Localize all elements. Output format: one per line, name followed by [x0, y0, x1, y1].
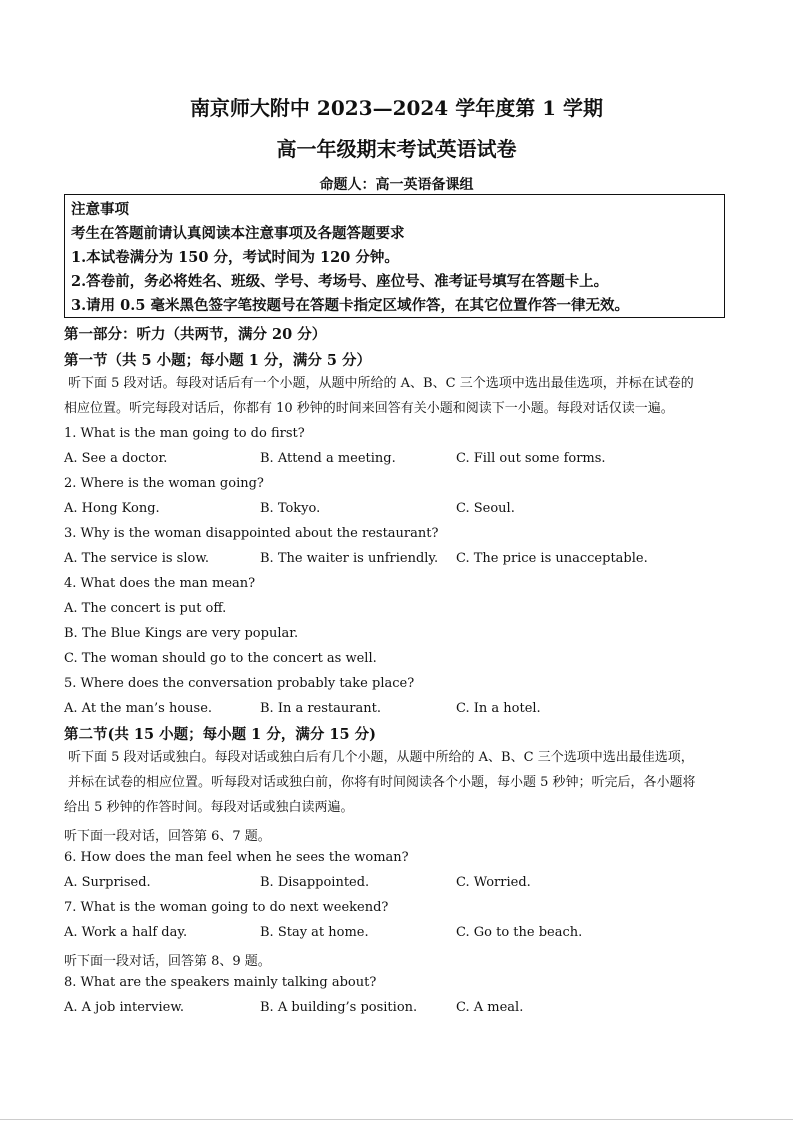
option-a: A. Hong Kong. [64, 501, 160, 516]
instruction-line: 给出 5 秒钟的作答时间。每段对话或独白读两遍。 [64, 800, 354, 815]
option-b: B. The Blue Kings are very popular. [64, 626, 299, 641]
question-stem: 6. How does the man feel when he sees the woman? [64, 850, 409, 865]
question-stem: 5. Where does the conversation probably take place? [64, 676, 415, 691]
instruction-line: 听下面 5 段对话或独白。每段对话或独白后有几个小题，从题中所给的 A、B、C 三个选项中选出最佳选项， [68, 750, 694, 765]
instruction-line: 并标在试卷的相应位置。听每段对话或独白前，你将有时间阅读各个小题，每小题 5 秒钟；听完后，各小题将 [68, 775, 696, 790]
option-a: A. See a doctor. [64, 451, 168, 466]
notice-item: 2.答卷前，务必将姓名、班级、学号、考场号、座位号、准考证号填写在答题卡上。 [71, 273, 609, 290]
option-a: A. Surprised. [64, 875, 151, 890]
question-stem: 7. What is the woman going to do next weekend? [64, 900, 389, 915]
option-b: B. The waiter is unfriendly. [260, 551, 439, 566]
option-a: A. The service is slow. [64, 551, 210, 566]
option-a: A. The concert is put off. [64, 601, 227, 616]
notice-box [64, 194, 725, 318]
question-stem: 2. Where is the woman going? [64, 476, 264, 491]
option-b: B. Tokyo. [260, 501, 321, 516]
section2-heading: 第二节(共 15 小题；每小题 1 分，满分 15 分) [64, 726, 376, 743]
section2-instructions [64, 745, 734, 820]
option-c: C. A meal. [456, 1000, 524, 1015]
option-b: B. A building’s position. [260, 1000, 418, 1015]
option-a: A. At the man’s house. [64, 701, 213, 716]
listening-prompt: 听下面一段对话，回答第 6、7 题。 [64, 829, 271, 844]
option-a: A. A job interview. [64, 1000, 185, 1015]
question-stem: 1. What is the man going to do first? [64, 426, 305, 441]
option-b: B. Disappointed. [260, 875, 370, 890]
part1-heading: 第一部分：听力（共两节，满分 20 分） [64, 326, 327, 343]
exam-author: 命题人：高一英语备课组 [319, 177, 474, 193]
instruction-line: 相应位置。听完每段对话后，你都有 10 秒钟的时间来回答有关小题和阅读下一小题。每段对话仅读一遍。 [64, 401, 674, 416]
option-c: C. The price is unacceptable. [456, 551, 648, 566]
section1-heading: 第一节（共 5 小题；每小题 1 分，满分 5 分） [64, 352, 372, 369]
exam-title-school: 南京师大附中 2023—2024 学年度第 1 学期 [189, 96, 604, 120]
notice-item: 3.请用 0.5 毫米黑色签字笔按题号在答题卡指定区域作答，在其它位置作答一律无效。 [71, 297, 629, 314]
option-b: B. Attend a meeting. [260, 451, 396, 466]
page-bottom-rule [0, 1119, 793, 1120]
option-c: C. Go to the beach. [456, 925, 583, 940]
option-c: C. In a hotel. [456, 701, 541, 716]
option-c: C. The woman should go to the concert as well. [64, 651, 377, 666]
option-c: C. Worried. [456, 875, 531, 890]
listening-prompt: 听下面一段对话，回答第 8、9 题。 [64, 954, 271, 969]
option-b: B. Stay at home. [260, 925, 369, 940]
question-stem: 4. What does the man mean? [64, 576, 256, 591]
option-c: C. Fill out some forms. [456, 451, 606, 466]
option-b: B. In a restaurant. [260, 701, 381, 716]
question-stem: 3. Why is the woman disappointed about the restaurant? [64, 526, 439, 541]
section1-instructions [64, 371, 734, 421]
option-c: C. Seoul. [456, 501, 515, 516]
instruction-line: 听下面 5 段对话。每段对话后有一个小题，从题中所给的 A、B、C 三个选项中选出最佳选项，并标在试卷的 [68, 376, 694, 391]
option-a: A. Work a half day. [64, 925, 188, 940]
question-stem: 8. What are the speakers mainly talking about? [64, 975, 377, 990]
exam-title-paper: 高一年级期末考试英语试卷 [276, 137, 517, 161]
notice-intro: 考生在答题前请认真阅读本注意事项及各题答题要求 [71, 225, 405, 242]
notice-heading: 注意事项 [71, 201, 129, 218]
notice-item: 1.本试卷满分为 150 分，考试时间为 120 分钟。 [71, 249, 399, 266]
